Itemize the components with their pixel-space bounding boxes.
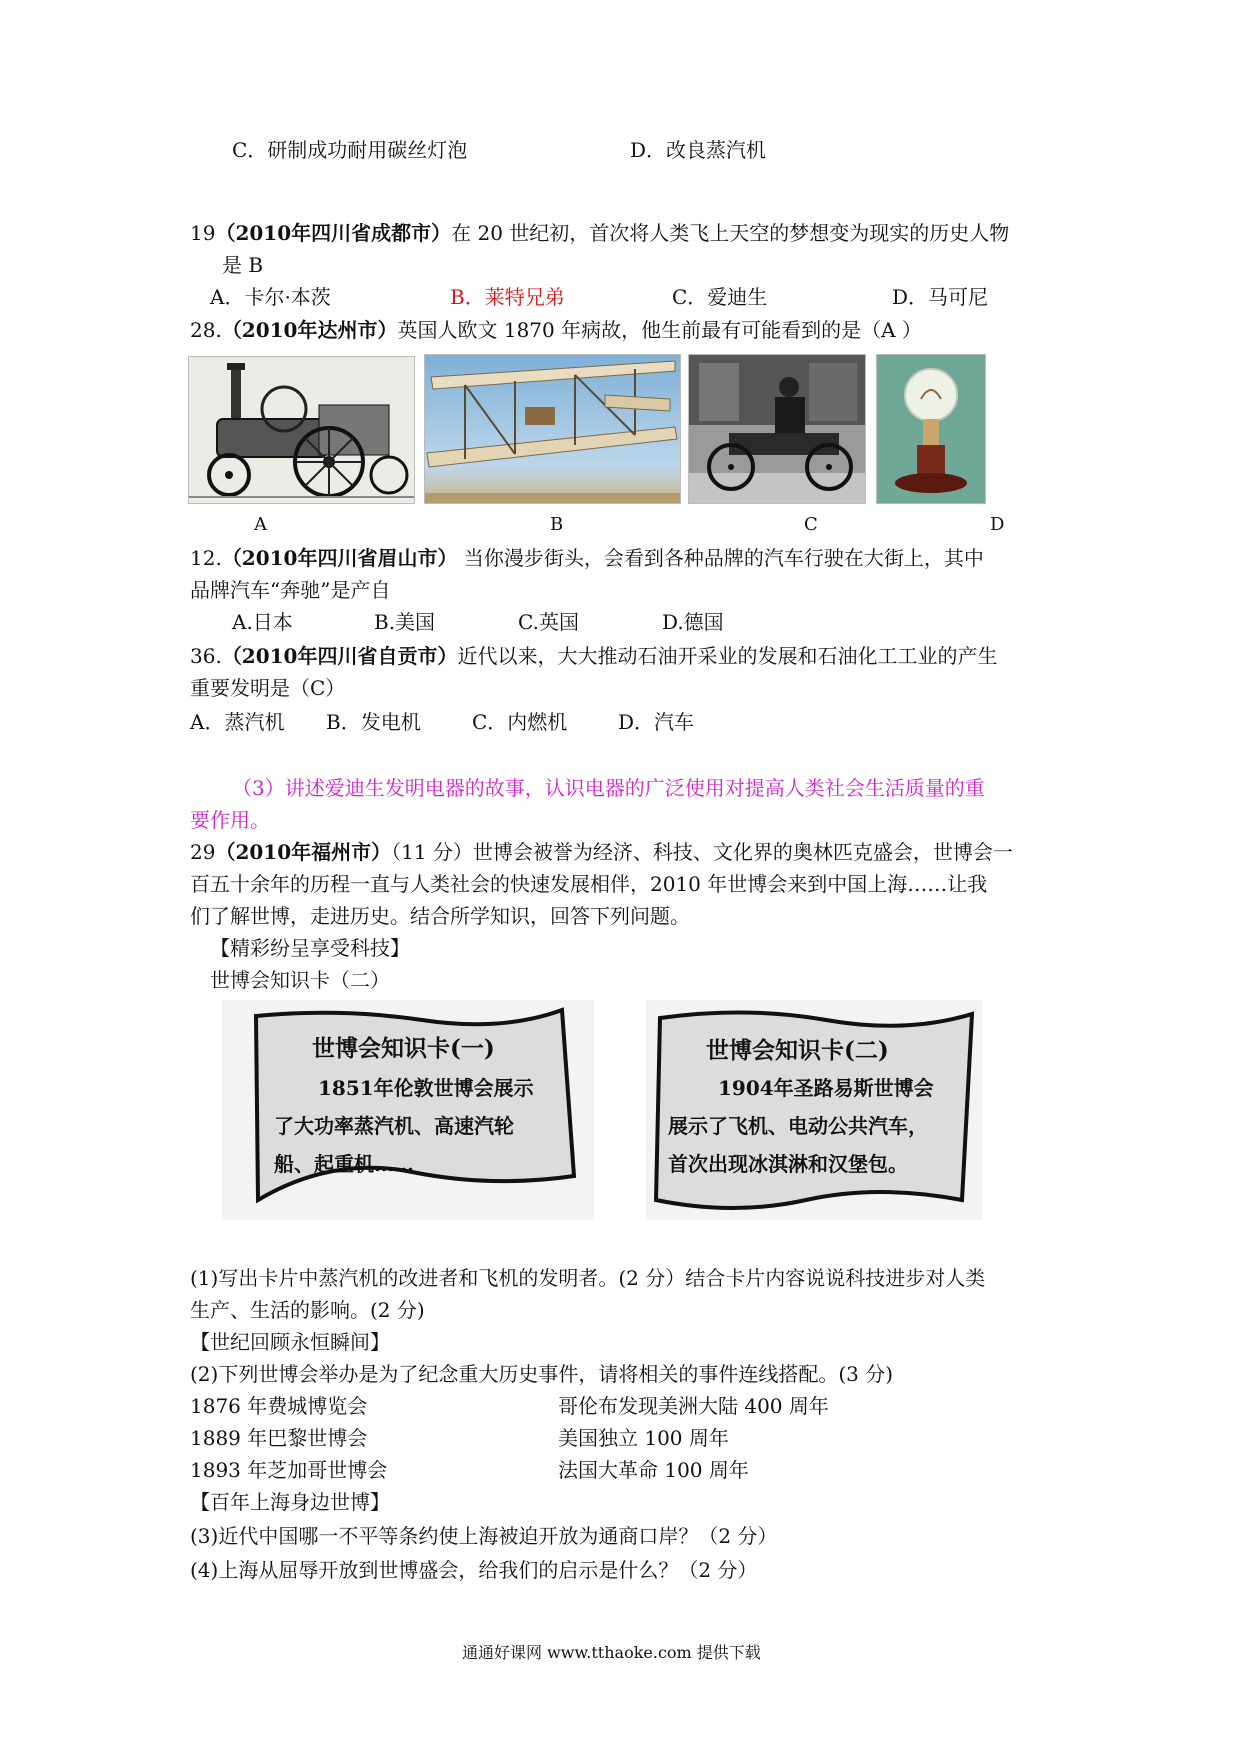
question-source: （2010年四川省成都市） (215, 221, 452, 245)
image-biplane (424, 354, 681, 504)
subheading-knowledge-card: 世博会知识卡（二） (210, 968, 390, 992)
footer-source: 通通好课网 www.tthaoke.com 提供下载 (462, 1643, 761, 1662)
option-c: C．内燃机 (472, 710, 568, 734)
option-a: A．蒸汽机 (190, 710, 285, 734)
question-number: 29 (190, 840, 216, 864)
question-stem: 在 20 世纪初，首次将人类飞上天空的梦想变为现实的历史人物 (451, 221, 1010, 245)
question-29-part-1-cont: 生产、生活的影响。(2 分) (190, 1298, 425, 1322)
option-a: A．卡尔·本茨 (210, 285, 331, 309)
option-d: D．马可尼 (892, 285, 989, 309)
question-number: 12. (190, 546, 222, 570)
question-number: 19 (190, 221, 216, 245)
question-19-stem-2: 是 B (222, 253, 264, 277)
question-12-stem-2: 品牌汽车“奔驰”是产自 (190, 578, 391, 602)
section-heading-3: （3）讲述爱迪生发明电器的故事，认识电器的广泛使用对提高人类社会生活质量的重 (232, 776, 985, 800)
card-line: 了大功率蒸汽机、高速汽轮 (274, 1114, 514, 1138)
question-29-part-3: (3)近代中国哪一不平等条约使上海被迫开放为通商口岸？（2 分） (190, 1524, 778, 1548)
option-d: D.德国 (662, 610, 724, 634)
match-left-item: 1876 年费城博览会 (190, 1394, 368, 1418)
question-stem: （11 分）世博会被誉为经济、科技、文化界的奥林匹克盛会，世博会一 (391, 840, 1013, 864)
question-19 (190, 219, 1009, 247)
image-caption-b: B (550, 514, 564, 535)
question-29-part-2: (2)下列世博会举办是为了纪念重大历史事件，请将相关的事件连线搭配。(3 分) (190, 1362, 894, 1386)
question-stem: 当你漫步街头，会看到各种品牌的汽车行驶在大街上，其中 (463, 546, 984, 570)
subheading-technology: 【精彩纷呈享受科技】 (210, 936, 410, 960)
match-right-item: 法国大革命 100 周年 (558, 1458, 749, 1482)
option-b: B．发电机 (326, 710, 421, 734)
question-28 (190, 316, 922, 344)
option-c: C．研制成功耐用碳丝灯泡 (232, 138, 468, 162)
knowledge-card-2 (646, 1000, 982, 1220)
option-b: B.美国 (374, 610, 436, 634)
image-light-bulb (876, 354, 986, 504)
subheading-century: 【世纪回顾永恒瞬间】 (190, 1330, 390, 1354)
question-29-stem-2: 百五十余年的历程一直与人类社会的快速发展相伴，2010 年世博会来到中国上海……让我 (190, 872, 988, 896)
image-caption-d: D (990, 514, 1005, 535)
option-d: D．改良蒸汽机 (630, 138, 767, 162)
question-12 (190, 544, 984, 572)
card-line: 1851年伦敦世博会展示 (318, 1076, 534, 1100)
knowledge-card-1 (222, 1000, 594, 1220)
question-36 (190, 642, 997, 670)
question-29-part-4: (4)上海从屈辱开放到世博盛会，给我们的启示是什么？（2 分） (190, 1558, 758, 1582)
option-c: C．爱迪生 (672, 285, 768, 309)
image-caption-c: C (804, 514, 818, 535)
option-a: A.日本 (232, 610, 293, 634)
card-line: 展示了飞机、电动公共汽车， (668, 1114, 928, 1138)
question-source: （2010年四川省眉山市） (221, 546, 458, 570)
card-line: 船、起重机…… (274, 1152, 414, 1176)
card-title: 世博会知识卡(一) (312, 1035, 495, 1062)
question-29-stem-3: 们了解世博，走进历史。结合所学知识，回答下列问题。 (190, 904, 690, 928)
question-stem: 英国人欧文 1870 年病故，他生前最有可能看到的是（A ） (397, 318, 922, 342)
match-right-item: 美国独立 100 周年 (558, 1426, 729, 1450)
match-right-item: 哥伦布发现美洲大陆 400 周年 (558, 1394, 829, 1418)
image-steam-engine (188, 356, 415, 504)
question-stem: 近代以来，大大推动石油开采业的发展和石油化工工业的产生 (457, 644, 998, 668)
card-line: 1904年圣路易斯世博会 (718, 1076, 934, 1100)
question-36-stem-2: 重要发明是（C） (190, 676, 346, 700)
option-b-correct: B．莱特兄弟 (450, 285, 565, 309)
match-left-item: 1889 年巴黎世博会 (190, 1426, 368, 1450)
image-caption-a: A (254, 514, 267, 535)
option-c: C.英国 (518, 610, 579, 634)
match-left-item: 1893 年芝加哥世博会 (190, 1458, 388, 1482)
question-29-part-1: (1)写出卡片中蒸汽机的改进者和飞机的发明者。(2 分）结合卡片内容说说科技进步对人类 (190, 1266, 986, 1290)
section-heading-3-cont: 要作用。 (190, 808, 270, 832)
question-source: （2010年四川省自贡市） (221, 644, 458, 668)
question-number: 36. (190, 644, 222, 668)
question-source: （2010年达州市） (221, 318, 398, 342)
card-line: 首次出现冰淇淋和汉堡包。 (668, 1152, 908, 1176)
card-title: 世博会知识卡(二) (706, 1037, 889, 1064)
image-early-car (688, 354, 866, 504)
question-source: （2010年福州市） (215, 840, 392, 864)
question-29 (190, 838, 1013, 866)
question-number: 28. (190, 318, 222, 342)
subheading-shanghai: 【百年上海身边世博】 (190, 1490, 390, 1514)
option-d: D．汽车 (618, 710, 695, 734)
